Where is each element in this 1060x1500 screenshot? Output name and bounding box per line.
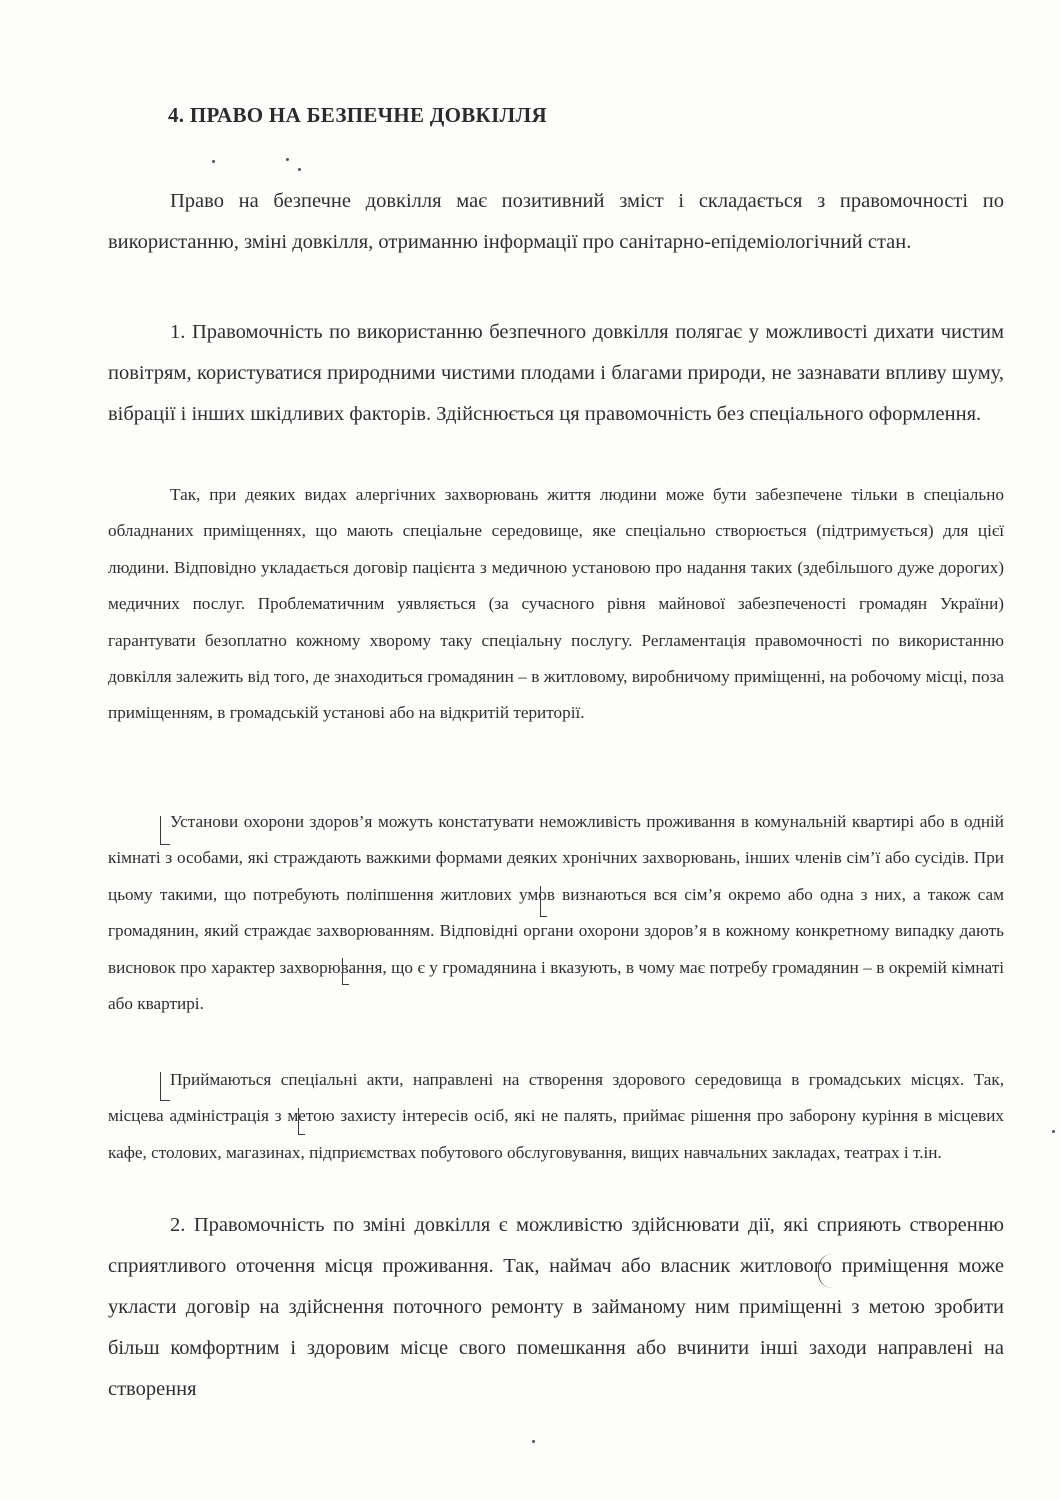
- paragraph-intro: Право на безпечне довкілля має позитивний зміст і складається з правомочності по використанню, зміні довкілля, отриманню інформації про санітарно-епідеміологічний стан.: [108, 190, 1004, 253]
- paragraph-allergy-example: Так, при деяких видах алергічних захворювань життя людини може бути забезпечене тільки в спеціально обладнаних приміщеннях, що мають спеціальне середовище, яке спеціально створюється (підтримується) для цієї людини. Відповідно укладається договір пацієнта з медичною установою про надання таких (здебільшого дуже дорогих) медичних послуг. Проблематичним уявляється (за сучасного рівня майнової забезпеченості громадян України) гарантувати безоплатно кожному хворому таку спеціальну послугу. Регламентація правомочності по використанню довкілля залежить від того, де знаходиться громадянин – в житловому, виробничому приміщенні, на робочому місці, поза приміщенням, в громадській установі або на відкритій території.: [108, 485, 1004, 723]
- scan-speck: [532, 1440, 535, 1443]
- scan-speck: [1052, 1130, 1055, 1133]
- paragraph-right-of-use: 1. Правомочність по використанню безпечного довкілля полягає у можливості дихати чистим повітрям, користуватися природними чистими плодами і благами природи, не зазнавати впливу шуму, вібрації і інших шкідливих факторів. Здійснюється ця правомочність без спеціального оформлення.: [108, 321, 1004, 425]
- scan-speck: [212, 160, 215, 163]
- scan-speck: [286, 158, 289, 161]
- handwritten-bracket-mark: [540, 886, 547, 917]
- paragraph-health-institutions: Установи охорони здоров’я можуть констатувати неможливість проживання в комунальній квартирі або в одній кімнаті з особами, які страждають важкими формами деяких хронічних захворювань, інших членів сім’ї або сусідів. При цьому такими, що потребують поліпшення житлових умов визнаються вся сім’я окремо або одна з них, а також сам громадянин, який страждає захворюванням. Відповідні органи охорони здоров’я в кожному конкретному випадку дають висновок про характер захворювання, що є у громадянина і вказують, в чому має потребу громадянин – в окремій кімнаті або квартирі.: [108, 812, 1004, 1014]
- paragraph-right-of-change: 2. Правомочність по зміні довкілля є можливістю здійснювати дії, які сприяють створенню сприятливого оточення місця проживання. Так, наймач або власник житлового приміщення може укласти договір на здійснення поточного ремонту в займаному ним приміщенні з метою зробити більш комфортним і здоровим місце свого помешкання або вчинити інші заходи направлені на створення: [108, 1214, 1004, 1400]
- paragraph-special-acts: Приймаються спеціальні акти, направлені на створення здорового середовища в громадських місцях. Так, місцева адміністрація з метою захисту інтересів осіб, які не палять, приймає рішення про заборону куріння в місцевих кафе, столових, магазинах, підприємствах побутового обслуговування, вищих навчальних закладах, театрах і т.ін.: [108, 1070, 1004, 1162]
- handwritten-bracket-mark: [342, 958, 349, 985]
- handwritten-parenthesis-mark: [818, 1254, 833, 1288]
- handwritten-bracket-mark: [160, 816, 170, 845]
- handwritten-bracket-mark: [160, 1072, 170, 1101]
- section-heading: 4. ПРАВО НА БЕЗПЕЧНЕ ДОВКІЛЛЯ: [168, 103, 547, 127]
- scan-speck: [298, 168, 301, 171]
- handwritten-bracket-mark: [298, 1108, 305, 1135]
